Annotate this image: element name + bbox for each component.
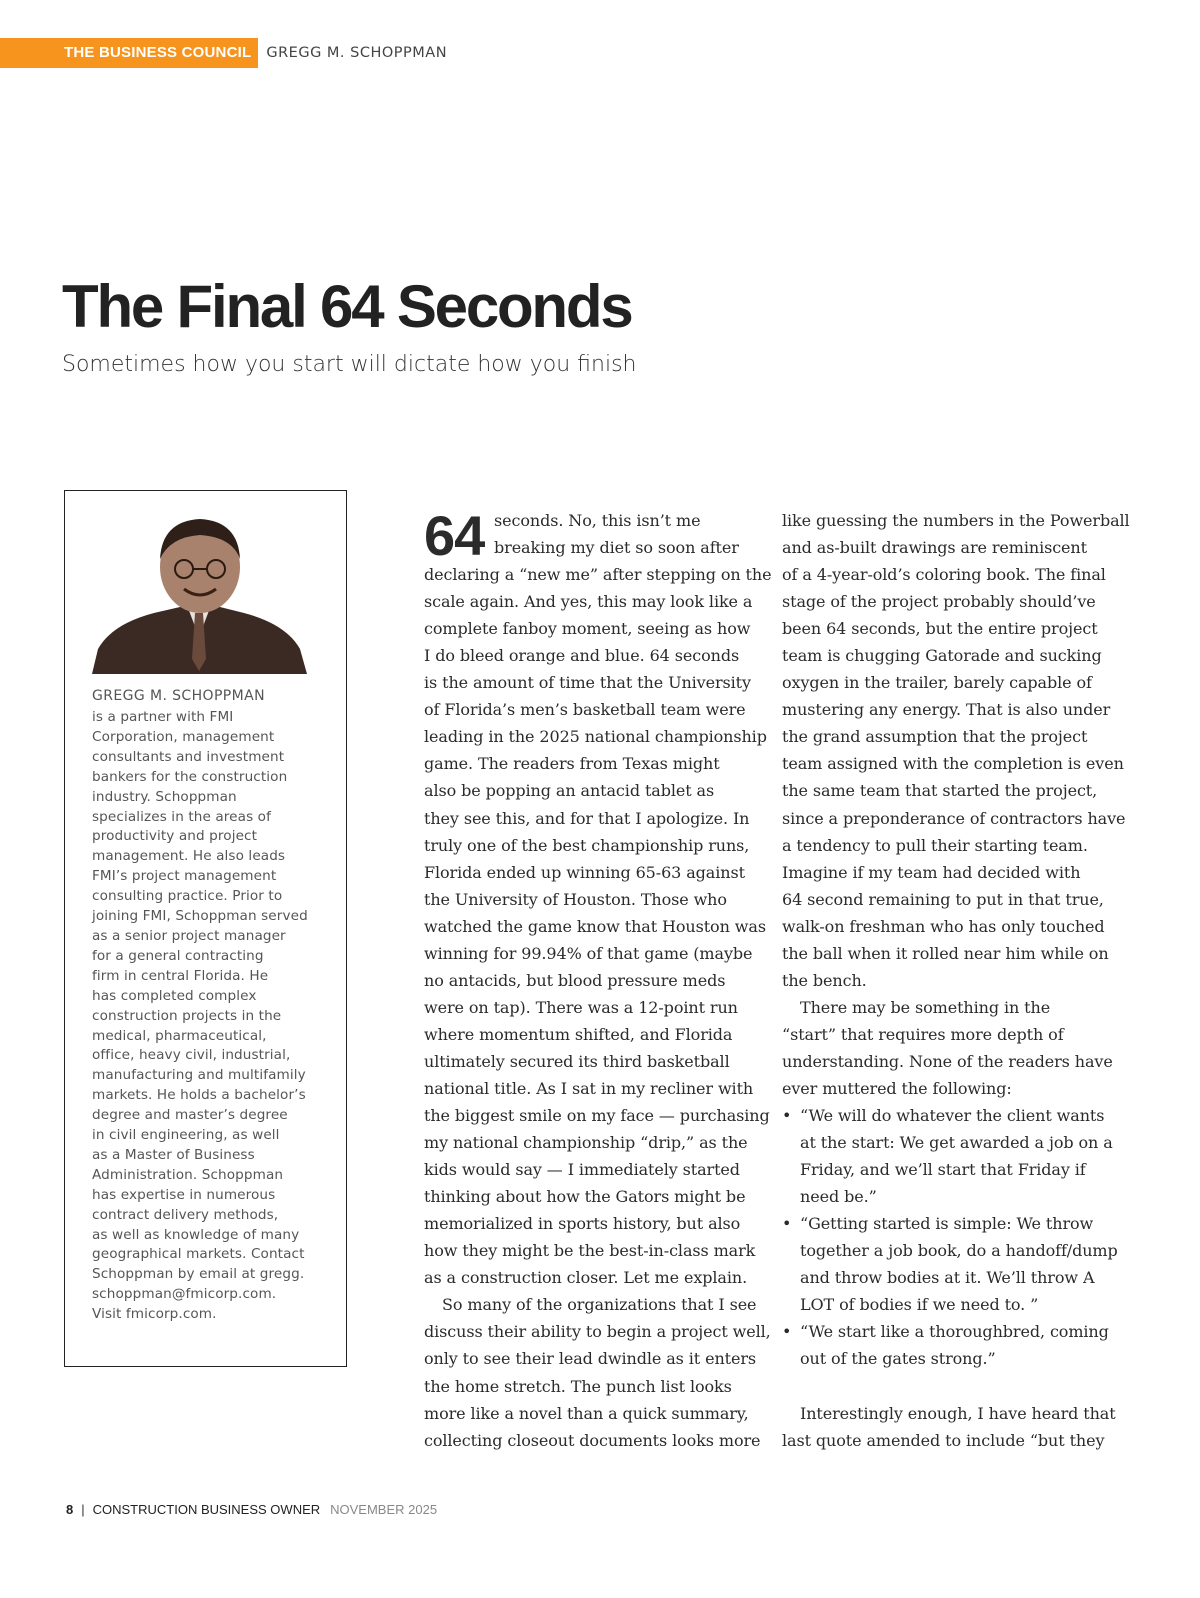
text-line: truly one of the best championship runs, [424, 835, 750, 855]
text-line: is the amount of time that the University [424, 673, 751, 693]
text-line: the grand assumption that the project [782, 727, 1088, 747]
text-line: seconds. No, this isn’t me [494, 511, 701, 530]
bullet-line [782, 1318, 1130, 1345]
text-line: and as-built drawings are reminiscent [782, 538, 1087, 558]
text-line: only to see their lead dwindle as it enters [424, 1349, 757, 1369]
bio-line: degree and master’s degree [92, 1107, 288, 1124]
author-bio-box [64, 490, 347, 1367]
text-line: mustering any energy. That is also under [782, 700, 1111, 720]
text-line: leading in the 2025 national championship [424, 727, 767, 747]
text-line: the ball when it rolled near him while on [782, 943, 1109, 963]
bio-line: consultants and investment [92, 748, 285, 765]
drop-cap: 64 [424, 504, 485, 567]
bio-line: has expertise in numerous [92, 1186, 276, 1203]
article-column-2 [782, 507, 1130, 1454]
text-line: Friday, and we’ll start that Friday if [800, 1160, 1086, 1180]
text-line: team is chugging Gatorade and sucking [782, 646, 1102, 666]
text-line: of Florida’s men’s basketball team were [424, 700, 746, 720]
bio-line: construction projects in the [92, 1007, 282, 1024]
text-line: ultimately secured its third basketball [424, 1051, 730, 1071]
text-line: and throw bodies at it. We’ll throw A [800, 1268, 1095, 1288]
footer-separator: | [81, 1502, 85, 1517]
text-line: where momentum shifted, and Florida [424, 1024, 733, 1044]
bio-line: in civil engineering, as well [92, 1127, 280, 1144]
text-line: they see this, and for that I apologize. In [424, 808, 750, 828]
bio-line: geographical markets. Contact [92, 1246, 305, 1263]
bio-line: manufacturing and multifamily [92, 1067, 306, 1084]
text-line: Florida ended up winning 65-63 against [424, 862, 745, 882]
text-line: more like a novel than a quick summary, [424, 1403, 749, 1423]
text-line: at the start: We get awarded a job on a [800, 1133, 1113, 1153]
text-line: been 64 seconds, but the entire project [782, 619, 1098, 639]
text-line: how they might be the best-in-class mark [424, 1241, 756, 1261]
bio-line: is a partner with FMI [92, 709, 234, 725]
text-line: the bench. [782, 970, 867, 990]
text-line: as a construction closer. Let me explain. [424, 1268, 748, 1288]
text-line: were on tap). There was a 12-point run [424, 997, 738, 1017]
blank-line [782, 1373, 1130, 1400]
bullet-icon: • [782, 1214, 792, 1234]
page-number: 8 [66, 1502, 74, 1517]
text-line: the biggest smile on my face — purchasing [424, 1106, 770, 1126]
text-line: of a 4-year-old’s coloring book. The final [782, 565, 1106, 585]
bio-line: bankers for the construction [92, 768, 288, 785]
text-line: LOT of bodies if we need to. ” [800, 1295, 1039, 1315]
publication-name: CONSTRUCTION BUSINESS OWNER [92, 1502, 321, 1517]
text-line: out of the gates strong.” [800, 1349, 996, 1369]
bio-line: has completed complex [92, 987, 257, 1004]
bio-line: Schoppman by email at gregg. [92, 1266, 305, 1283]
text-line: the same team that started the project, [782, 781, 1098, 801]
text-line: Imagine if my team had decided with [782, 862, 1081, 882]
bio-line: management. He also leads [92, 848, 286, 865]
issue-date: NOVEMBER 2025 [330, 1502, 438, 1517]
bullet-line [782, 1210, 1130, 1237]
bio-line: firm in central Florida. He [92, 967, 269, 984]
bio-line: for a general contracting [92, 947, 264, 964]
article-subtitle: Sometimes how you start will dictate how you finish [62, 352, 637, 377]
portrait-icon [92, 509, 307, 674]
article-title: The Final 64 Seconds [62, 273, 632, 340]
bio-line: as well as knowledge of many [92, 1226, 300, 1243]
text-line: winning for 99.94% of that game (maybe [424, 943, 753, 963]
text-line: team assigned with the completion is even [782, 754, 1124, 774]
bio-line: schoppman@fmicorp.com. [92, 1286, 277, 1303]
text-line: declaring a “new me” after stepping on the [424, 565, 772, 585]
text-line: “start” that requires more depth of [782, 1024, 1064, 1044]
bio-line: as a senior project manager [92, 927, 286, 944]
bio-line: industry. Schoppman [92, 788, 237, 805]
text-line: There may be something in the [800, 997, 1051, 1017]
text-line: oxygen in the trailer, barely capable of [782, 673, 1092, 693]
text-line: breaking my diet so soon after [494, 538, 739, 558]
bio-line: specializes in the areas of [92, 808, 271, 825]
bio-line: Visit fmicorp.com. [92, 1306, 217, 1323]
article-column-1 [424, 504, 772, 1454]
text-line: last quote amended to include “but they [782, 1430, 1105, 1450]
text-line: discuss their ability to begin a project well, [424, 1322, 771, 1342]
text-line: a tendency to pull their starting team. [782, 835, 1088, 855]
section-tag: THE BUSINESS COUNCIL [0, 38, 258, 68]
bio-text [92, 708, 308, 1325]
text-line: collecting closeout documents looks more [424, 1430, 761, 1450]
text-line: my national championship “drip,” as the [424, 1133, 748, 1153]
text-line: the University of Houston. Those who [424, 889, 727, 909]
bio-line: as a Master of Business [92, 1146, 255, 1163]
bullet-line [782, 1102, 1130, 1129]
text-line: also be popping an antacid tablet as [424, 781, 715, 801]
text-line: the home stretch. The punch list looks [424, 1376, 732, 1396]
text-line: 64 second remaining to put in that true, [782, 889, 1104, 909]
text-line: stage of the project probably should’ve [782, 592, 1096, 612]
author-tag: GREGG M. SCHOPPMAN [266, 45, 448, 61]
bio-line: Corporation, management [92, 728, 275, 745]
text-line: thinking about how the Gators might be [424, 1187, 746, 1207]
text-line: memorialized in sports history, but also [424, 1214, 741, 1234]
text-line: like guessing the numbers in the Powerball [782, 511, 1130, 530]
bio-line: joining FMI, Schoppman served [92, 908, 308, 925]
text-line: national title. As I sat in my recliner with [424, 1078, 754, 1098]
text-line: need be.” [800, 1187, 877, 1207]
bio-line: Administration. Schoppman [92, 1166, 284, 1183]
bio-line: markets. He holds a bachelor’s [92, 1087, 306, 1104]
bullet-icon: • [782, 1322, 792, 1342]
bio-line: FMI’s project management [92, 868, 277, 885]
bullet-text: “We will do whatever the client wants [800, 1106, 1105, 1126]
bullet-text: “We start like a thoroughbred, coming [800, 1322, 1109, 1342]
bio-line: medical, pharmaceutical, [92, 1027, 267, 1044]
text-line: I do bleed orange and blue. 64 seconds [424, 646, 740, 666]
bio-name: GREGG M. SCHOPPMAN [92, 688, 265, 704]
bio-line: office, heavy civil, industrial, [92, 1047, 291, 1064]
page-footer [66, 1502, 437, 1517]
text-line: understanding. None of the readers have [782, 1051, 1113, 1071]
bio-line: consulting practice. Prior to [92, 888, 283, 905]
text-line: game. The readers from Texas might [424, 754, 720, 774]
text-line: So many of the organizations that I see [442, 1295, 757, 1315]
text-line: together a job book, do a handoff/dump [800, 1241, 1118, 1261]
text-line: no antacids, but blood pressure meds [424, 970, 726, 990]
bullet-icon: • [782, 1106, 792, 1126]
section-header [0, 38, 447, 68]
text-line: since a preponderance of contractors have [782, 808, 1126, 828]
text-line: complete fanboy moment, seeing as how [424, 619, 751, 639]
text-line: ever muttered the following: [782, 1078, 1012, 1098]
text-line: Interestingly enough, I have heard that [800, 1403, 1116, 1423]
bullet-text: “Getting started is simple: We throw [800, 1214, 1094, 1234]
text-line: watched the game know that Houston was [424, 916, 766, 936]
bio-line: productivity and project [92, 828, 258, 845]
text-line: walk-on freshman who has only touched [782, 916, 1105, 936]
text-line: scale again. And yes, this may look like a [424, 592, 753, 612]
bio-line: contract delivery methods, [92, 1206, 279, 1223]
text-line: kids would say — I immediately started [424, 1160, 740, 1180]
